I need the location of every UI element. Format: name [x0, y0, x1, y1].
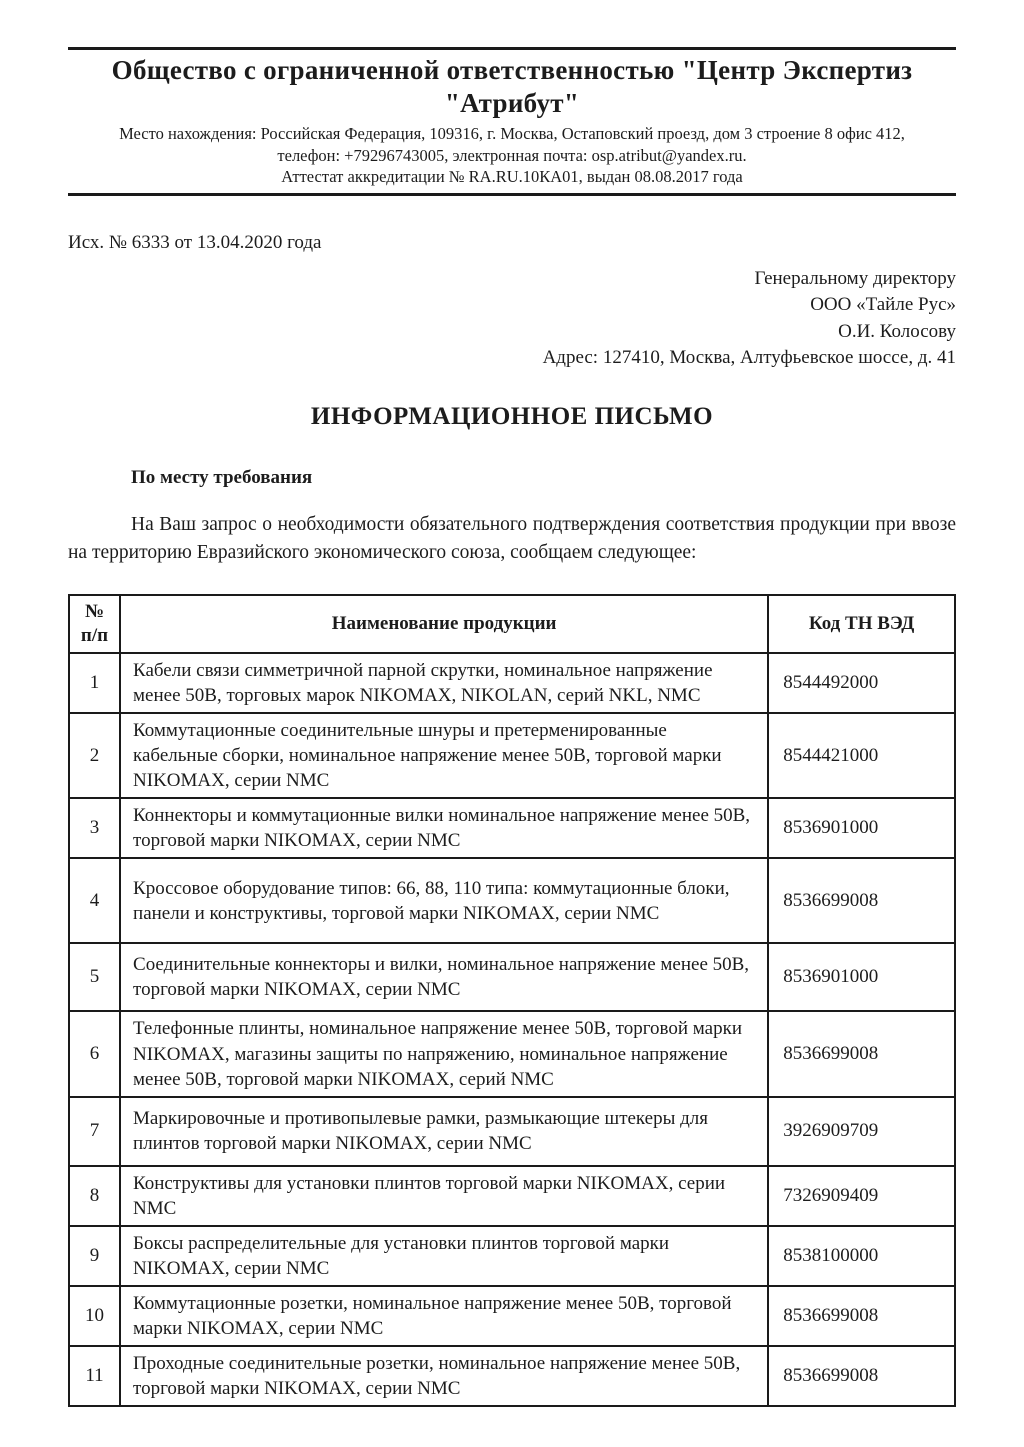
salutation: По месту требования: [131, 467, 313, 489]
row-number: 2: [69, 713, 120, 798]
tnved-code: 8544492000: [768, 653, 955, 713]
tnved-code: 8536699008: [768, 1286, 955, 1346]
products-table: [68, 594, 956, 1407]
product-name: Кроссовое оборудование типов: 66, 88, 110 типа: коммутационные блоки, панели и конструктивы, торговой марки NIKOMAX, серии NMC: [120, 858, 768, 943]
tnved-code: 8536699008: [768, 858, 955, 943]
tnved-code: 8544421000: [768, 713, 955, 798]
addressee-block: [68, 266, 956, 371]
letterhead-contacts: [68, 123, 956, 188]
row-number: 8: [69, 1166, 120, 1226]
tnved-code: 8536699008: [768, 1011, 955, 1096]
col-header-number: [69, 595, 120, 653]
product-name: Проходные соединительные розетки, номинальное напряжение менее 50В, торговой марки NIKOMAX, серии NMC: [120, 1346, 768, 1406]
tnved-code: 3926909709: [768, 1097, 955, 1166]
company-address: Место нахождения: Российская Федерация, 109316, г. Москва, Остаповский проезд, дом 3 строение 8 офис 412,: [119, 123, 905, 143]
letterhead: [68, 47, 956, 196]
accreditation-certificate: Аттестат аккредитации № RA.RU.10КА01, выдан 08.08.2017 года: [281, 167, 743, 187]
product-name: Коммутационные соединительные шнуры и претерменированные кабельные сборки, номинальное напряжение менее 50В, торговой марки NIKOMAX, серии NMC: [120, 713, 768, 798]
tnved-code: 8538100000: [768, 1226, 955, 1286]
product-name: Соединительные коннекторы и вилки, номинальное напряжение менее 50В, торговой марки NIKOMAX, серии NMC: [120, 943, 768, 1011]
row-number: 3: [69, 798, 120, 858]
product-name: Телефонные плинты, номинальное напряжение менее 50В, торговой марки NIKOMAX, магазины защиты по напряжению, номинальное напряжение менее 50В, торговой марки NIKOMAX, серий NMC: [120, 1011, 768, 1096]
product-name: Коммутационные розетки, номинальное напряжение менее 50В, торговой марки NIKOMAX, серии NMC: [120, 1286, 768, 1346]
table-row: [69, 858, 955, 943]
addressee-address: Адрес: 127410, Москва, Алтуфьевское шоссе, д. 41: [542, 346, 956, 368]
table-row: [69, 943, 955, 1011]
table-row: [69, 713, 955, 798]
row-number: 1: [69, 653, 120, 713]
table-row: [69, 1097, 955, 1166]
product-name: Боксы распределительные для установки плинтов торговой марки NIKOMAX, серии NMC: [120, 1226, 768, 1286]
table-row: [69, 1286, 955, 1346]
tnved-code: 8536901000: [768, 943, 955, 1011]
table-row: [69, 653, 955, 713]
row-number: 10: [69, 1286, 120, 1346]
tnved-code: 8536901000: [768, 798, 955, 858]
product-name: Кабели связи симметричной парной скрутки, номинальное напряжение менее 50В, торговых марок NIKOMAX, NIKOLAN, серий NKL, NMC: [120, 653, 768, 713]
company-phone-email: телефон: +79296743005, электронная почта: osp.atribut@yandex.ru.: [277, 145, 747, 165]
row-number: 6: [69, 1011, 120, 1096]
addressee-person: О.И. Колосову: [838, 320, 956, 342]
company-name: [68, 54, 956, 120]
row-number: 7: [69, 1097, 120, 1166]
table-row: [69, 798, 955, 858]
col-header-product: Наименование продукции: [120, 595, 768, 653]
table-row: [69, 1166, 955, 1226]
outgoing-reference: Исх. № 6333 от 13.04.2020 года: [68, 232, 322, 254]
table-row: [69, 1346, 955, 1406]
tnved-code: 8536699008: [768, 1346, 955, 1406]
table-header-row: [69, 595, 955, 653]
tnved-code: 7326909409: [768, 1166, 955, 1226]
col-header-number-line2: п/п: [80, 625, 109, 647]
body-paragraph: На Ваш запрос о необходимости обязательного подтверждения соответствия продукции при ввозе на территорию Евразийского экономического союза, сообщаем следующее:: [68, 514, 956, 563]
company-name-line1: Общество с ограниченной ответственностью "Центр Экспертиз: [111, 55, 913, 85]
table-row: [69, 1226, 955, 1286]
addressee-company: ООО «Тайле Рус»: [810, 294, 956, 316]
addressee-position: Генеральному директору: [754, 268, 956, 290]
table-row: [69, 1011, 955, 1096]
product-name: Маркировочные и противопылевые рамки, размыкающие штекеры для плинтов торговой марки NIKOMAX, серии NMC: [120, 1097, 768, 1166]
row-number: 11: [69, 1346, 120, 1406]
row-number: 4: [69, 858, 120, 943]
row-number: 5: [69, 943, 120, 1011]
row-number: 9: [69, 1226, 120, 1286]
col-header-code: Код ТН ВЭД: [768, 595, 955, 653]
document-title: ИНФОРМАЦИОННОЕ ПИСЬМО: [310, 403, 714, 431]
company-name-line2: "Атрибут": [444, 87, 580, 118]
product-name: Коннекторы и коммутационные вилки номинальное напряжение менее 50В, торговой марки NIKOMAX, серии NMC: [120, 798, 768, 858]
col-header-number-line1: №: [84, 601, 105, 623]
product-name: Конструктивы для установки плинтов торговой марки NIKOMAX, серии NMC: [120, 1166, 768, 1226]
